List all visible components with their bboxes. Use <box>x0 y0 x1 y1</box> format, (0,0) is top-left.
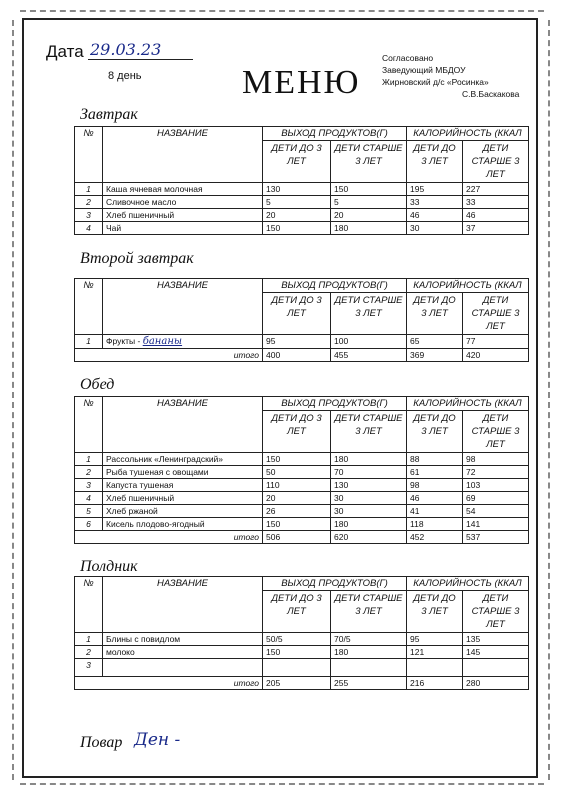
row-cal-under3: 46 <box>407 492 463 505</box>
table-row <box>75 196 529 209</box>
date-label: Дата <box>46 42 84 61</box>
second-breakfast-table <box>74 278 529 362</box>
header-name: НАЗВАНИЕ <box>103 397 263 453</box>
row-cal-under3: 98 <box>407 479 463 492</box>
header-cal-under3: ДЕТИ ДО 3 ЛЕТ <box>407 591 463 633</box>
frame-decoration-bottom <box>20 783 544 787</box>
header-cal-over3: ДЕТИ СТАРШЕ 3 ЛЕТ <box>463 591 529 633</box>
row-cal-over3: 135 <box>463 633 529 646</box>
table-row <box>75 222 529 235</box>
header-num: № <box>75 279 103 335</box>
total-cal-under3: 216 <box>407 677 463 690</box>
row-num: 2 <box>75 196 103 209</box>
header-output-under3: ДЕТИ ДО 3 ЛЕТ <box>263 411 331 453</box>
row-cal-over3: 33 <box>463 196 529 209</box>
row-name <box>103 659 263 677</box>
header-output: ВЫХОД ПРОДУКТОВ(Г) <box>263 577 407 591</box>
row-name: Каша ячневая молочная <box>103 183 263 196</box>
row-cal-under3: 195 <box>407 183 463 196</box>
row-cal-under3: 61 <box>407 466 463 479</box>
row-name: Капуста тушеная <box>103 479 263 492</box>
approval-line: Жирновский д/с «Росинка» <box>382 77 489 87</box>
header-name: НАЗВАНИЕ <box>103 577 263 633</box>
row-cal-over3: 98 <box>463 453 529 466</box>
header-output: ВЫХОД ПРОДУКТОВ(Г) <box>263 279 407 293</box>
date-value: 29.03.23 <box>88 40 193 60</box>
row-cal-over3: 103 <box>463 479 529 492</box>
table-row <box>75 633 529 646</box>
total-row <box>75 677 529 690</box>
total-output-over3: 620 <box>331 531 407 544</box>
header-num: № <box>75 577 103 633</box>
row-output-over3: 30 <box>331 505 407 518</box>
row-output-under3: 20 <box>263 209 331 222</box>
table-row <box>75 646 529 659</box>
row-name-handwritten: бананы <box>142 336 183 347</box>
total-label: итого <box>75 677 263 690</box>
header-calories: КАЛОРИЙНОСТЬ (ККАЛ <box>407 397 529 411</box>
row-cal-over3: 72 <box>463 466 529 479</box>
table-row <box>75 209 529 222</box>
header-cal-over3: ДЕТИ СТАРШЕ 3 ЛЕТ <box>463 141 529 183</box>
header-calories: КАЛОРИЙНОСТЬ (ККАЛ <box>407 577 529 591</box>
section-title-snack: Полдник <box>80 558 138 575</box>
row-cal-over3: 69 <box>463 492 529 505</box>
approval-line: Заведующий МБДОУ <box>382 65 466 75</box>
table-row <box>75 466 529 479</box>
row-cal-over3: 145 <box>463 646 529 659</box>
row-name: Рыба тушеная с овощами <box>103 466 263 479</box>
row-cal-under3: 65 <box>407 335 463 349</box>
row-cal-over3 <box>463 659 529 677</box>
total-cal-under3: 452 <box>407 531 463 544</box>
table-row <box>75 335 529 349</box>
header-output-under3: ДЕТИ ДО 3 ЛЕТ <box>263 293 331 335</box>
header-output: ВЫХОД ПРОДУКТОВ(Г) <box>263 127 407 141</box>
row-output-under3: 150 <box>263 453 331 466</box>
row-output-over3: 5 <box>331 196 407 209</box>
row-name: Фрукты - <box>106 336 143 346</box>
row-name: Кисель плодово-ягодный <box>103 518 263 531</box>
row-output-over3: 150 <box>331 183 407 196</box>
header-cal-under3: ДЕТИ ДО 3 ЛЕТ <box>407 293 463 335</box>
row-cal-under3: 121 <box>407 646 463 659</box>
header-output-over3: ДЕТИ СТАРШЕ 3 ЛЕТ <box>331 293 407 335</box>
row-output-under3: 26 <box>263 505 331 518</box>
row-output-under3: 150 <box>263 646 331 659</box>
row-num: 1 <box>75 633 103 646</box>
row-output-over3: 180 <box>331 646 407 659</box>
approval-block <box>382 52 519 100</box>
row-cal-under3: 41 <box>407 505 463 518</box>
total-cal-under3: 369 <box>407 349 463 362</box>
day-label: 8 день <box>108 70 142 82</box>
row-cal-over3: 227 <box>463 183 529 196</box>
header-name: НАЗВАНИЕ <box>103 127 263 183</box>
row-num: 5 <box>75 505 103 518</box>
cook-signature: Ден - <box>134 730 181 750</box>
row-cal-under3 <box>407 659 463 677</box>
row-output-over3: 180 <box>331 222 407 235</box>
row-output-over3: 180 <box>331 518 407 531</box>
total-row <box>75 349 529 362</box>
row-output-under3: 50/5 <box>263 633 331 646</box>
page-title: МЕНЮ <box>242 64 361 101</box>
row-output-under3: 130 <box>263 183 331 196</box>
row-num: 4 <box>75 222 103 235</box>
row-name-cell <box>103 335 263 349</box>
row-output-over3: 130 <box>331 479 407 492</box>
header-num: № <box>75 127 103 183</box>
total-label: итого <box>75 349 263 362</box>
header-name: НАЗВАНИЕ <box>103 279 263 335</box>
row-name: Хлеб ржаной <box>103 505 263 518</box>
header-cal-over3: ДЕТИ СТАРШЕ 3 ЛЕТ <box>463 411 529 453</box>
total-output-over3: 455 <box>331 349 407 362</box>
row-output-over3: 20 <box>331 209 407 222</box>
total-cal-over3: 420 <box>463 349 529 362</box>
row-output-under3: 95 <box>263 335 331 349</box>
table-row <box>75 505 529 518</box>
header-num: № <box>75 397 103 453</box>
table-row <box>75 659 529 677</box>
row-output-under3: 5 <box>263 196 331 209</box>
row-name: Рассольник «Ленинградский» <box>103 453 263 466</box>
row-cal-over3: 54 <box>463 505 529 518</box>
table-row <box>75 183 529 196</box>
row-num: 2 <box>75 646 103 659</box>
total-output-under3: 205 <box>263 677 331 690</box>
row-name: Блины с повидлом <box>103 633 263 646</box>
row-num: 1 <box>75 453 103 466</box>
lunch-table <box>74 396 529 544</box>
header-output-under3: ДЕТИ ДО 3 ЛЕТ <box>263 591 331 633</box>
total-output-under3: 506 <box>263 531 331 544</box>
row-name: Чай <box>103 222 263 235</box>
row-num: 1 <box>75 183 103 196</box>
row-output-over3: 70 <box>331 466 407 479</box>
row-num: 3 <box>75 659 103 677</box>
row-cal-under3: 88 <box>407 453 463 466</box>
header-calories: КАЛОРИЙНОСТЬ (ККАЛ <box>407 279 529 293</box>
total-label: итого <box>75 531 263 544</box>
section-title-breakfast: Завтрак <box>80 106 138 123</box>
row-output-under3: 150 <box>263 518 331 531</box>
cook-label: Повар <box>80 734 123 751</box>
row-num: 1 <box>75 335 103 349</box>
row-cal-under3: 118 <box>407 518 463 531</box>
section-title-lunch: Обед <box>80 376 115 393</box>
row-cal-under3: 95 <box>407 633 463 646</box>
header-output: ВЫХОД ПРОДУКТОВ(Г) <box>263 397 407 411</box>
row-output-over3: 70/5 <box>331 633 407 646</box>
table-row <box>75 453 529 466</box>
row-name: Хлеб пшеничный <box>103 492 263 505</box>
row-cal-under3: 46 <box>407 209 463 222</box>
header-output-under3: ДЕТИ ДО 3 ЛЕТ <box>263 141 331 183</box>
row-num: 3 <box>75 479 103 492</box>
approval-signatory: С.В.Баскакова <box>462 89 520 99</box>
header-output-over3: ДЕТИ СТАРШЕ 3 ЛЕТ <box>331 591 407 633</box>
table-row <box>75 479 529 492</box>
header-cal-under3: ДЕТИ ДО 3 ЛЕТ <box>407 411 463 453</box>
header-output-over3: ДЕТИ СТАРШЕ 3 ЛЕТ <box>331 411 407 453</box>
frame-decoration-top <box>20 10 544 14</box>
row-name: Хлеб пшеничный <box>103 209 263 222</box>
frame-decoration-left <box>12 20 16 780</box>
row-cal-over3: 46 <box>463 209 529 222</box>
row-cal-under3: 33 <box>407 196 463 209</box>
row-num: 2 <box>75 466 103 479</box>
row-cal-over3: 141 <box>463 518 529 531</box>
total-cal-over3: 537 <box>463 531 529 544</box>
total-cal-over3: 280 <box>463 677 529 690</box>
row-cal-over3: 77 <box>463 335 529 349</box>
row-output-under3 <box>263 659 331 677</box>
row-output-under3: 20 <box>263 492 331 505</box>
row-num: 3 <box>75 209 103 222</box>
row-output-over3: 100 <box>331 335 407 349</box>
section-title-second-breakfast: Второй завтрак <box>80 250 194 267</box>
table-row <box>75 518 529 531</box>
header-cal-under3: ДЕТИ ДО 3 ЛЕТ <box>407 141 463 183</box>
header-output-over3: ДЕТИ СТАРШЕ 3 ЛЕТ <box>331 141 407 183</box>
row-num: 4 <box>75 492 103 505</box>
total-row <box>75 531 529 544</box>
frame-decoration-right <box>548 20 552 780</box>
row-output-over3: 180 <box>331 453 407 466</box>
approval-line: Согласовано <box>382 53 434 63</box>
total-output-over3: 255 <box>331 677 407 690</box>
header-cal-over3: ДЕТИ СТАРШЕ 3 ЛЕТ <box>463 293 529 335</box>
row-cal-over3: 37 <box>463 222 529 235</box>
row-cal-under3: 30 <box>407 222 463 235</box>
row-output-under3: 110 <box>263 479 331 492</box>
header-calories: КАЛОРИЙНОСТЬ (ККАЛ <box>407 127 529 141</box>
breakfast-table <box>74 126 529 235</box>
row-output-under3: 50 <box>263 466 331 479</box>
row-name: молоко <box>103 646 263 659</box>
row-output-over3: 30 <box>331 492 407 505</box>
row-output-under3: 150 <box>263 222 331 235</box>
snack-table <box>74 576 529 690</box>
row-num: 6 <box>75 518 103 531</box>
table-row <box>75 492 529 505</box>
total-output-under3: 400 <box>263 349 331 362</box>
row-name: Сливочное масло <box>103 196 263 209</box>
row-output-over3 <box>331 659 407 677</box>
